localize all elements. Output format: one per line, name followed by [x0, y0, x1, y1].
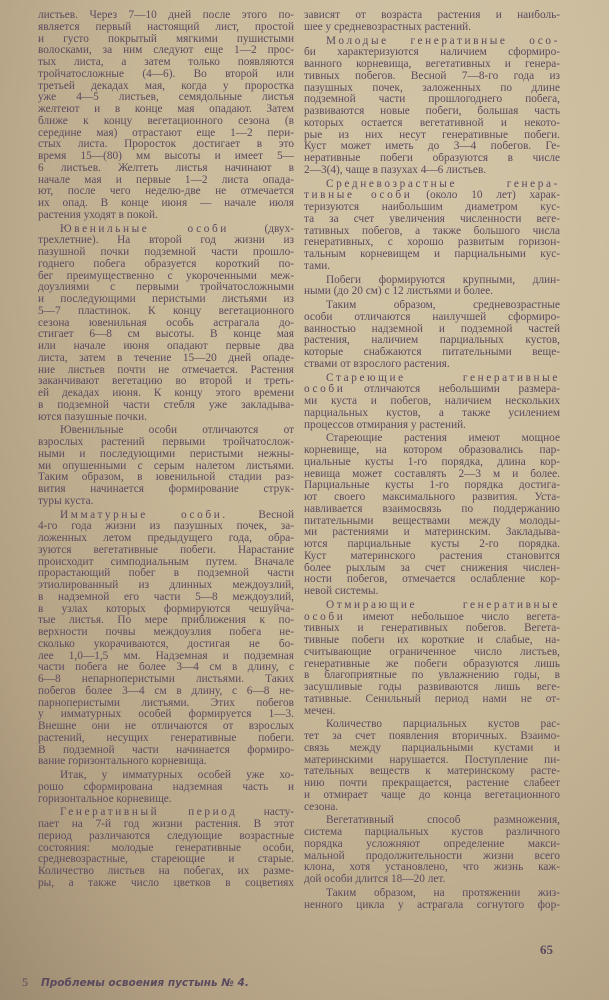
- text-line: 4-го года жизни из пазушных почек, за-: [38, 521, 294, 533]
- paragraph: [304, 10, 560, 34]
- text-line: средневозрастные, стареющие и старые.: [38, 854, 294, 866]
- text-line: верхности почвы междоузлия побега не-: [38, 627, 294, 638]
- text-line: и отмирает чаще до конца вегетационного: [304, 789, 560, 801]
- text-line: считывающие ограниченное число листьев,: [304, 646, 560, 658]
- spaced-heading: Ювенильные особи: [60, 223, 229, 235]
- text-line: корневище, на котором образовались пар-: [304, 445, 560, 456]
- text-line: засушливые годы развиваются лишь веге-: [304, 682, 560, 693]
- text-line: годнего побега образуется короткий по-: [38, 258, 294, 270]
- text-line: Куст может иметь до 3—4 побегов. Ге-: [304, 141, 560, 153]
- text-line: стигает 6—8 см высоты. В конце мая: [38, 329, 294, 341]
- text-line: [304, 384, 560, 396]
- text-line: прорастающий побег в подземной части: [38, 568, 294, 580]
- text-line: стых листа. Проросток достигает в это: [38, 139, 294, 151]
- text-line: середине мая) отрастают еще 1—2 пери-: [38, 127, 294, 139]
- text-line: период различаются следующие возрастные: [38, 830, 294, 842]
- heading-continuation: Весной: [258, 509, 294, 521]
- text-line: Итак, у имматурных особей уже хо-: [60, 770, 294, 781]
- paragraph: [38, 425, 294, 507]
- text-line: начале мая и первые 1—2 листа опада-: [38, 174, 294, 186]
- paragraph: [304, 600, 560, 718]
- text-line: нию почти прекращается, растение слабеет: [304, 778, 560, 789]
- text-line: в благоприятные по увлажнению годы, в: [304, 670, 560, 682]
- text-line: время 15—(80) мм высоты и имеет 5—: [38, 151, 294, 162]
- text-line: более рыхлым за счет снижения числен-: [304, 562, 560, 574]
- text-line: [304, 600, 560, 612]
- text-line: связь между парциальными кустами и: [304, 742, 560, 754]
- page-footer: [22, 975, 249, 990]
- paragraph: [304, 373, 560, 432]
- paragraph: [304, 719, 560, 813]
- text-line: В подземной части начинается формиро-: [38, 744, 294, 756]
- text-line: и последующими перистыми листьями из: [38, 294, 294, 305]
- spaced-heading: Генеративный период: [60, 807, 238, 819]
- text-line: состояния: молодые генеративные особи,: [38, 842, 294, 854]
- text-line: заканчивают вегетацию во второй и треть-: [38, 376, 294, 388]
- text-line: питательными веществами между молоды-: [304, 515, 560, 527]
- text-line: тативных побегов, а также большого числа: [304, 225, 560, 237]
- text-line: та за счет увеличения численности веге-: [304, 213, 560, 225]
- text-line: у имматурных особей формируется 1—3.: [38, 709, 294, 721]
- spaced-heading: Имматурные особи.: [60, 509, 228, 521]
- text-line: особи отличаются наилучшей сформиро-: [304, 311, 560, 323]
- spaced-heading: Стареющие генеративные: [326, 372, 560, 384]
- text-line: является первый настоящий лист, простой: [38, 21, 294, 33]
- text-line: Количество листьев на побегах, их разме-: [38, 866, 294, 877]
- text-line: материнскими нарушается. Поступление пи-: [304, 754, 560, 766]
- text-line: ными и последующими перистыми нежны-: [38, 448, 294, 460]
- text-line: ют, после чего неделю-две не отмечается: [38, 186, 294, 198]
- text-line: [304, 373, 560, 385]
- text-line: мальной продолжительности жизни всего: [304, 850, 560, 862]
- text-line: мечен.: [304, 705, 336, 717]
- text-line: взрослых растений первыми тройчатослож-: [38, 437, 294, 448]
- text-line: ности побегов, отмечается ослабление кор-: [304, 574, 560, 586]
- text-line: которые снабжаются питательными веще-: [304, 347, 560, 358]
- paragraph: [38, 807, 294, 889]
- text-line: тальным корневищем и парциальными кус-: [304, 249, 560, 260]
- text-line: зуются вегетативные побеги. Нарастание: [38, 544, 294, 556]
- text-line: Стареющие растения имеют мощное: [326, 433, 560, 445]
- text-line: Внешне они не отличаются от взрослых: [38, 721, 294, 732]
- text-line: [304, 36, 560, 48]
- text-line: циальные кусты 1-го порядка, длина кор-: [304, 456, 560, 468]
- text-line: ствами от взрослого растения.: [304, 358, 450, 370]
- journal-title: Проблемы освоения пустынь № 4.: [41, 977, 249, 989]
- text-line: ей декадах июня. К концу этого времени: [38, 388, 294, 399]
- spaced-heading: особи: [304, 611, 346, 623]
- heading-continuation: (около 10 лет) харак-: [426, 190, 560, 202]
- paragraph: [304, 179, 560, 273]
- text-line: уже 4—5 листьев, семядольные листья: [38, 92, 294, 104]
- text-line: клона, хотя установлено, что жизнь каж-: [304, 862, 560, 874]
- text-line: ры, а также число цветков в соцветиях: [38, 877, 294, 889]
- spaced-heading: Отмирающие генеративные: [326, 599, 560, 611]
- text-line: пазушной почки подземной части прошло-: [38, 247, 294, 258]
- text-line: их опад. В конце июня — начале июля: [38, 198, 294, 209]
- heading-continuation: отличаются небольшими размера-: [364, 384, 560, 396]
- heading-continuation: (двух-: [264, 223, 294, 235]
- text-line: которых остается вегетативной и некото-: [304, 117, 560, 129]
- text-line: зависят от возраста растения и наиболь-: [304, 10, 560, 21]
- text-line: третьей декадах мая, когда у проростка: [38, 80, 294, 92]
- text-line: Таким образом, средневозрастные: [326, 300, 560, 311]
- text-line: пазушных почек, заложенных по длине: [304, 82, 560, 94]
- left-text-column: [38, 10, 294, 892]
- text-line: 6 листьев. Желтеть листья начинают в: [38, 162, 294, 174]
- text-line: бег преимущественно с укороченными меж-: [38, 270, 294, 282]
- text-line: ются пазушные почки.: [38, 411, 147, 423]
- text-line: волосками, за ним следуют еще 1—2 прос-: [38, 45, 294, 57]
- text-line: генеративные же побеги образуются лишь: [304, 658, 560, 670]
- heading-continuation: насту-: [263, 807, 294, 819]
- right-text-column: [304, 10, 560, 913]
- text-line: в узлах которых формируются чешуйча-: [38, 603, 294, 615]
- text-line: ванного корневища, вегетативных и генера-: [304, 59, 560, 70]
- text-line: ми растениями и материнским. Закладыва-: [304, 527, 560, 539]
- text-line: ют своего максимального развития. Уста-: [304, 492, 560, 503]
- paragraph: [304, 815, 560, 886]
- text-line: дой особи длится 18—20 лет.: [304, 874, 446, 885]
- text-line: Таким образом, на протяжении жиз-: [326, 887, 560, 899]
- text-line: ными (до 20 см) с 12 листьями и более.: [304, 286, 494, 298]
- text-line: сезона ювенильная особь астрагала до-: [38, 317, 294, 329]
- text-line: невой системы.: [304, 586, 379, 597]
- paragraph: [304, 275, 560, 299]
- text-line: тройчатосложные (4—6). Во второй или: [38, 68, 294, 80]
- text-line: навливается взаимосвязь по поддержанию: [304, 503, 560, 515]
- text-line: 2—3(4), чаще в пазухах 4—6 листьев.: [304, 164, 487, 176]
- text-line: би характеризуются наличием сформиро-: [304, 47, 560, 59]
- text-line: горизонтальное корневище.: [38, 793, 172, 805]
- text-line: сколько укорачиваются, достигая не бо-: [38, 638, 294, 650]
- text-line: 5—7 пластинок. К концу вегетационного: [38, 305, 294, 317]
- text-line: желтеют и в конце мая опадают. Затем: [38, 104, 294, 115]
- text-line: порядка усложняют определение макси-: [304, 838, 560, 850]
- text-line: тивных побегов. Весной 7—8-го года из: [304, 70, 560, 82]
- spaced-heading: особи: [304, 384, 346, 396]
- text-line: [38, 510, 294, 522]
- text-line: невища может составлять 2—3 м и более.: [304, 468, 560, 480]
- text-line: ванностью надземной и подземной частей: [304, 323, 560, 335]
- paragraph: [304, 36, 560, 177]
- text-line: доузлиями с первыми тройчатосложными: [38, 282, 294, 294]
- text-line: ненного цикла у астрагала согнутого фор-: [304, 899, 560, 911]
- text-line: тательных веществ к материнскому расте-: [304, 766, 560, 778]
- text-line: система парциальных кустов различного: [304, 827, 560, 838]
- paragraph: [304, 433, 560, 598]
- paragraph: [304, 300, 560, 371]
- text-line: побегов более 3—4 см в длину, с 6—8 не-: [38, 685, 294, 697]
- text-line: процессов отмирания у растений.: [304, 419, 466, 431]
- text-line: развиваются новые побеги, большая часть: [304, 106, 560, 117]
- text-line: шее у средневозрастных растений.: [304, 21, 472, 33]
- text-line: рошо сформирована надземная часть и: [38, 781, 294, 793]
- text-line: Таким образом, в ювенильной стадии раз-: [38, 472, 294, 484]
- paragraph: [38, 224, 294, 424]
- text-line: подземной части прошлогоднего побега,: [304, 94, 560, 106]
- text-line: ми куста и побегов, наличием нескольких: [304, 396, 560, 407]
- page-number: 65: [540, 942, 553, 957]
- text-line: Количество парциальных кустов рас-: [326, 719, 560, 731]
- text-line: в надземной его части 5—8 междоузлий,: [38, 591, 294, 603]
- spaced-heading: тивные особи: [304, 190, 413, 202]
- text-line: неративные побеги образуются в числе: [304, 153, 560, 164]
- text-line: происходит симподиальным путем. Вначале: [38, 556, 294, 568]
- text-line: вание горизонтального корневища.: [38, 756, 207, 768]
- text-line: тет за счет появления вторичных. Взаимо-: [304, 731, 560, 742]
- signature-number: 5: [22, 975, 28, 989]
- text-line: или начале июня опадают первые два: [38, 341, 294, 352]
- text-line: Вегетативный способ размножения,: [326, 815, 560, 827]
- text-line: туры куста.: [38, 495, 94, 507]
- spaced-heading: Молодые генеративные осо-: [326, 35, 560, 47]
- text-line: ми опушенными с серым налетом листьями.: [38, 460, 294, 472]
- text-line: ние листьев почти не отмечается. Растения: [38, 364, 294, 376]
- text-line: сезона.: [304, 801, 339, 813]
- text-line: вития начинается формирование струк-: [38, 484, 294, 495]
- paragraph: [38, 770, 294, 805]
- text-line: 6—8 непарноперистыми листьями. Таких: [38, 674, 294, 685]
- paragraph: [38, 510, 294, 769]
- text-line: тами.: [304, 260, 331, 272]
- paragraph: [304, 888, 560, 912]
- text-line: ложенных летом предыдущего года, обра-: [38, 533, 294, 544]
- text-line: растения, наличием парциальных кустов,: [304, 335, 560, 347]
- text-line: растений, несущих генеративные побеги.: [38, 732, 294, 744]
- text-line: теризуются наибольшим диаметром кус-: [304, 202, 560, 213]
- text-line: генеративных, с хорошо развитым горизон-: [304, 237, 560, 249]
- text-line: части побега не более 3—4 см в длину, с: [38, 662, 294, 674]
- paragraph: [38, 10, 294, 222]
- text-line: тых листа, а затем только появляются: [38, 57, 294, 68]
- text-line: тивные побеги их короткие и слабые, на-: [304, 635, 560, 646]
- text-line: тативные. Сенильный период нами не от-: [304, 693, 560, 705]
- text-line: парноперистыми листьями. Этих побегов: [38, 697, 294, 709]
- text-line: [38, 224, 294, 236]
- text-line: Куст материнского растения становится: [304, 550, 560, 562]
- heading-continuation: имеют небольшое число вегета-: [362, 611, 560, 623]
- text-line: [304, 190, 560, 202]
- text-line: и густо покрытый мягкими пушистыми: [38, 33, 294, 45]
- text-line: Ювенильные особи отличаются от: [60, 425, 294, 437]
- text-line: рые из них несут генеративные побеги.: [304, 129, 560, 141]
- text-line: листа, затем в течение 15—20 дней опаде-: [38, 352, 294, 364]
- text-line: тивных и генеративных побегов. Вегета-: [304, 623, 560, 635]
- text-line: [38, 807, 294, 819]
- text-line: [304, 179, 560, 191]
- text-line: ются парциальные кусты 2-го порядка.: [304, 539, 560, 550]
- text-line: листьев. Через 7—10 дней после этого по-: [38, 10, 294, 21]
- text-line: Парциальные кусты 1-го порядка достига-: [304, 480, 560, 492]
- text-line: лее 1,0—1,5 мм. Надземная и подземная: [38, 650, 294, 662]
- text-line: трехлетние). На второй год жизни из: [38, 235, 294, 247]
- text-line: Побеги формируются крупными, длин-: [326, 274, 560, 286]
- text-line: пает на 7-й год жизни растения. В этот: [38, 819, 294, 830]
- text-line: тые листья. По мере приближения к по-: [38, 615, 294, 627]
- text-line: [304, 612, 560, 624]
- spaced-heading: Средневозрастные генера-: [326, 178, 560, 190]
- text-line: растения уходят в покой.: [38, 209, 158, 221]
- text-line: парциальных кустов, а также усилением: [304, 407, 560, 419]
- text-line: этиолированный из длинных междоузлий,: [38, 580, 294, 591]
- text-line: ближе к концу вегетационного сезона (в: [38, 115, 294, 127]
- text-line: в подземной части стебля уже закладыва-: [38, 399, 294, 411]
